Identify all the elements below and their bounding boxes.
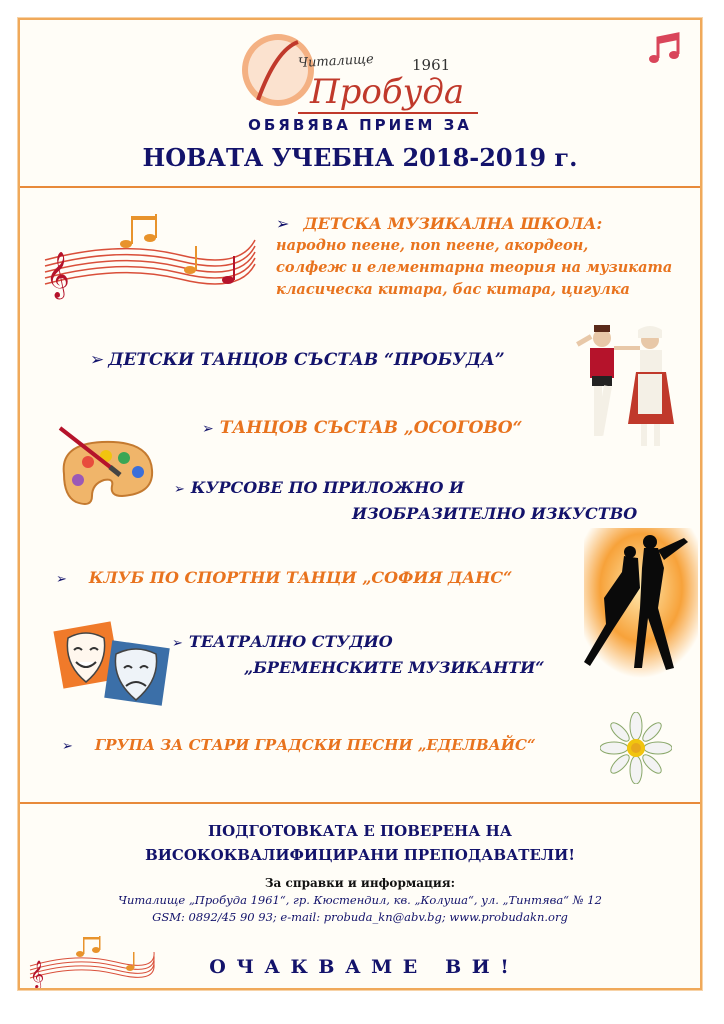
svg-text:𝄞: 𝄞 <box>46 252 70 298</box>
music-line-1: народно пеене, поп пеене, акордеон, <box>276 237 589 254</box>
logo <box>238 30 488 120</box>
dance-probuda-label: ДЕТСКИ ТАНЦОВ СЪСТАВ “ПРОБУДА” <box>108 350 505 370</box>
music-line-3: класическа китара, бас китара, цигулка <box>276 281 630 298</box>
sport-dance-label: КЛУБ ПО СПОРТНИ ТАНЦИ „СОФИЯ ДАНС“ <box>88 568 513 587</box>
bullet-icon: ➢ <box>202 421 214 437</box>
bullet-icon: ➢ <box>174 482 185 497</box>
theatre-masks-icon <box>44 616 174 706</box>
closing-text: О Ч А К В А М Е В И ! <box>209 956 511 978</box>
item-theatre-line1 <box>172 632 393 651</box>
svg-text:𝄞: 𝄞 <box>30 960 45 988</box>
logo-small-text: Читалище <box>297 52 375 71</box>
music-staff-icon <box>40 210 260 300</box>
songs-label: ГРУПА ЗА СТАРИ ГРАДСКИ ПЕСНИ „ЕДЕЛВАЙС“ <box>94 736 536 754</box>
item-art-line2: ИЗОБРАЗИТЕЛНО ИЗКУСТВО <box>352 504 638 523</box>
item-theatre-line2: „БРЕМЕНСКИТЕ МУЗИКАНТИ“ <box>244 658 545 677</box>
music-note-icon <box>648 32 684 66</box>
folk-dancers-icon <box>566 318 686 458</box>
divider-bottom <box>20 802 700 804</box>
logo-underline <box>298 112 478 114</box>
item-sport-dance <box>56 568 512 587</box>
item-dance-probuda <box>90 350 505 370</box>
art-line1-label: КУРСОВЕ ПО ПРИЛОЖНО И <box>190 478 465 497</box>
logo-name: Пробуда <box>310 72 465 112</box>
theatre-line1-label: ТЕАТРАЛНО СТУДИО <box>188 632 393 651</box>
logo-year: 1961 <box>412 56 451 74</box>
info-contacts: GSM: 0892/45 90 93; e-mail: probuda_kn@abv.bg; www.probudakn.org <box>152 910 568 924</box>
header-title: НОВАТА УЧЕБНА 2018-2019 г. <box>142 143 578 172</box>
paint-palette-icon <box>52 422 162 512</box>
bullet-icon: ➢ <box>56 572 67 587</box>
music-title: ДЕТСКА МУЗИКАЛНА ШКОЛА: <box>303 214 603 233</box>
bullet-icon: ➢ <box>276 214 290 233</box>
dance-osogovo-label: ТАНЦОВ СЪСТАВ „ОСОГОВО“ <box>219 418 523 438</box>
header-line1: ОБЯВЯВА ПРИЕМ ЗА <box>248 116 472 134</box>
item-music <box>276 214 696 301</box>
item-dance-osogovo <box>202 418 522 438</box>
item-songs <box>62 736 536 754</box>
bullet-icon: ➢ <box>62 739 73 754</box>
divider-top <box>20 186 700 188</box>
info-address: Читалище „Пробуда 1961“, гр. Кюстендил, кв. „Колуша“, ул. „Тинтява“ № 12 <box>118 893 602 907</box>
footer-line2: ВИСОКОКВАЛИФИЦИРАНИ ПРЕПОДАВАТЕЛИ! <box>145 846 575 864</box>
footer-line1: ПОДГОТОВКАТА Е ПОВЕРЕНА НА <box>207 822 513 840</box>
bullet-icon: ➢ <box>172 636 183 651</box>
music-line-2: солфеж и елементарна теория на музиката <box>276 259 673 276</box>
edelweiss-flower-icon <box>600 712 672 784</box>
item-art-line1 <box>174 478 464 497</box>
tango-dancers-icon <box>584 528 698 678</box>
info-title: За справки и информация: <box>264 876 456 890</box>
bullet-icon: ➢ <box>90 350 105 370</box>
